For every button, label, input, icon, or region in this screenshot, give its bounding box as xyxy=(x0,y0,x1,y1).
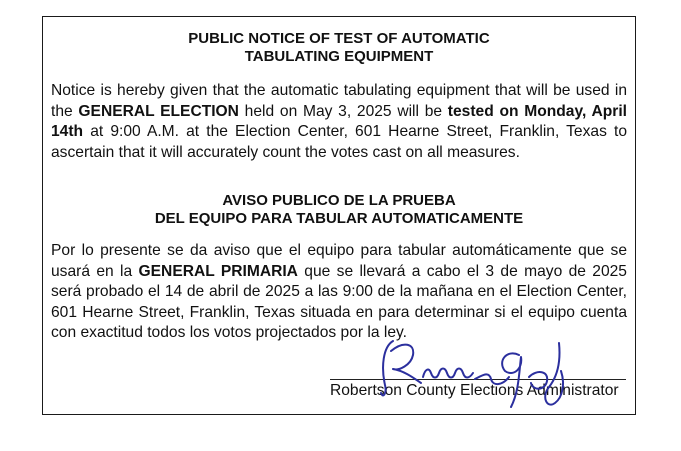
english-title-line-1: PUBLIC NOTICE OF TEST OF AUTOMATIC xyxy=(188,30,490,47)
signature-title: Robertson County Elections Administrator xyxy=(330,382,619,399)
english-notice-paragraph xyxy=(51,81,627,163)
handwritten-signature xyxy=(333,327,583,413)
spanish-text-2: que se llevará a cabo el 3 de mayo de 2025 será probado el 14 de abril de 2025 a las 9:00 de la mañana en el Election Center, 601 Hearne Street, Franklin, Texas situada en para determinar si el equipo cuenta con exactitud todos los votos projectados por la ley. xyxy=(51,262,627,342)
english-election-name: GENERAL ELECTION xyxy=(78,102,239,120)
notice-box xyxy=(42,16,636,415)
english-text-2: held on May 3, 2025 will be xyxy=(238,102,448,120)
spanish-title-line-1: AVISO PUBLICO DE LA PRUEBA xyxy=(222,192,456,209)
english-text-1: Notice is hereby given that the automatic tabulating equipment that will be used in the xyxy=(51,82,627,120)
spanish-election-name: GENERAL PRIMARIA xyxy=(138,262,298,280)
english-test-date: tested on Monday, April 14th xyxy=(51,102,627,141)
spanish-text-1: Por lo presente se da aviso que el equipo para tabular automáticamente que se usará en la xyxy=(51,242,627,280)
english-title xyxy=(43,30,635,66)
spanish-title-line-2: DEL EQUIPO PARA TABULAR AUTOMATICAMENTE xyxy=(154,210,524,227)
english-text-3: at 9:00 A.M. at the Election Center, 601 Hearne Street, Franklin, Texas to ascertain that it will accurately count the votes cast on all measures. xyxy=(51,123,627,161)
spanish-title xyxy=(43,192,635,228)
english-title-line-2: TABULATING EQUIPMENT xyxy=(244,48,434,65)
